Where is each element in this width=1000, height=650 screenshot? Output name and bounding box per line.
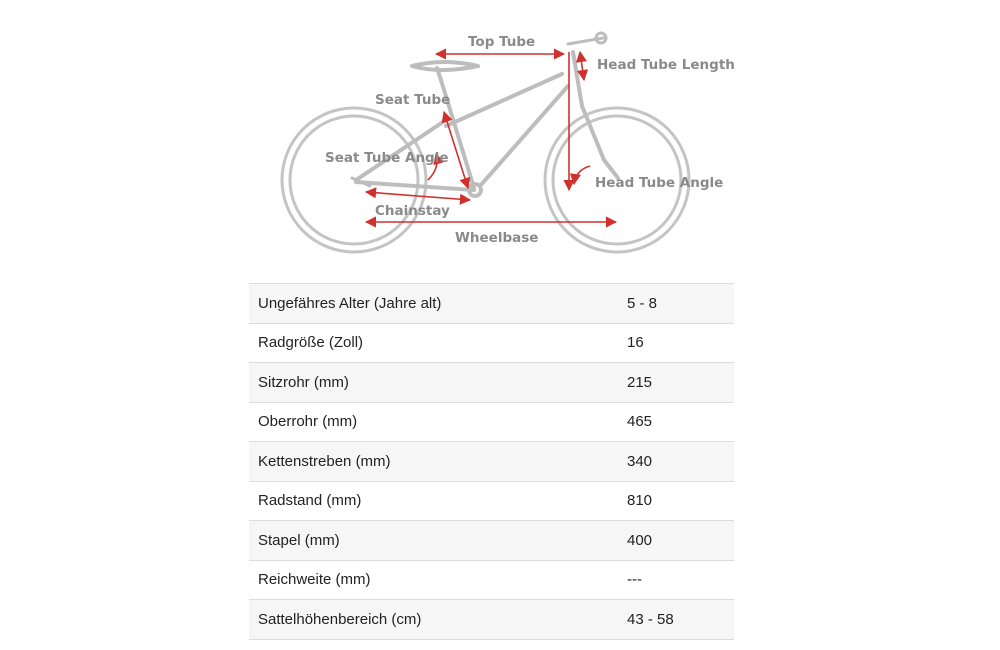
geometry-table — [249, 283, 734, 640]
row-value: 16 — [627, 323, 734, 363]
seat-tube-angle-label: Seat Tube Angle — [325, 150, 449, 166]
row-value: 43 - 58 — [627, 600, 734, 640]
chainstay — [356, 182, 474, 190]
table-row — [249, 363, 734, 403]
row-value: 340 — [627, 442, 734, 482]
row-label: Radgröße (Zoll) — [249, 323, 627, 363]
row-value: 215 — [627, 363, 734, 403]
row-value: 465 — [627, 402, 734, 442]
row-label: Sitzrohr (mm) — [249, 363, 627, 403]
row-label: Reichweite (mm) — [249, 560, 627, 600]
row-label: Kettenstreben (mm) — [249, 442, 627, 482]
row-label: Oberrohr (mm) — [249, 402, 627, 442]
table-row — [249, 442, 734, 482]
table-row — [249, 402, 734, 442]
saddle — [412, 62, 478, 70]
head-tube-length-dimension — [580, 52, 584, 80]
top-tube — [446, 74, 562, 126]
row-value: --- — [627, 560, 734, 600]
table-row — [249, 600, 734, 640]
row-value: 810 — [627, 481, 734, 521]
bike-frame — [352, 33, 618, 196]
chainstay-label: Chainstay — [375, 203, 450, 219]
row-value: 5 - 8 — [627, 284, 734, 324]
table-row — [249, 323, 734, 363]
table-row — [249, 284, 734, 324]
head-tube-length-label: Head Tube Length — [597, 57, 735, 73]
row-label: Sattelhöhenbereich (cm) — [249, 600, 627, 640]
head-tube-angle-arc — [574, 166, 590, 184]
row-label: Stapel (mm) — [249, 521, 627, 561]
row-value: 400 — [627, 521, 734, 561]
table-row — [249, 521, 734, 561]
top-tube-label: Top Tube — [468, 34, 536, 50]
head-tube-angle-label: Head Tube Angle — [595, 175, 724, 191]
wheelbase-label: Wheelbase — [455, 230, 539, 246]
table-row — [249, 481, 734, 521]
row-label: Ungefähres Alter (Jahre alt) — [249, 284, 627, 324]
row-label: Radstand (mm) — [249, 481, 627, 521]
seat-tube-label: Seat Tube — [375, 92, 451, 108]
bike-geometry-diagram — [0, 0, 1000, 270]
table-row — [249, 560, 734, 600]
